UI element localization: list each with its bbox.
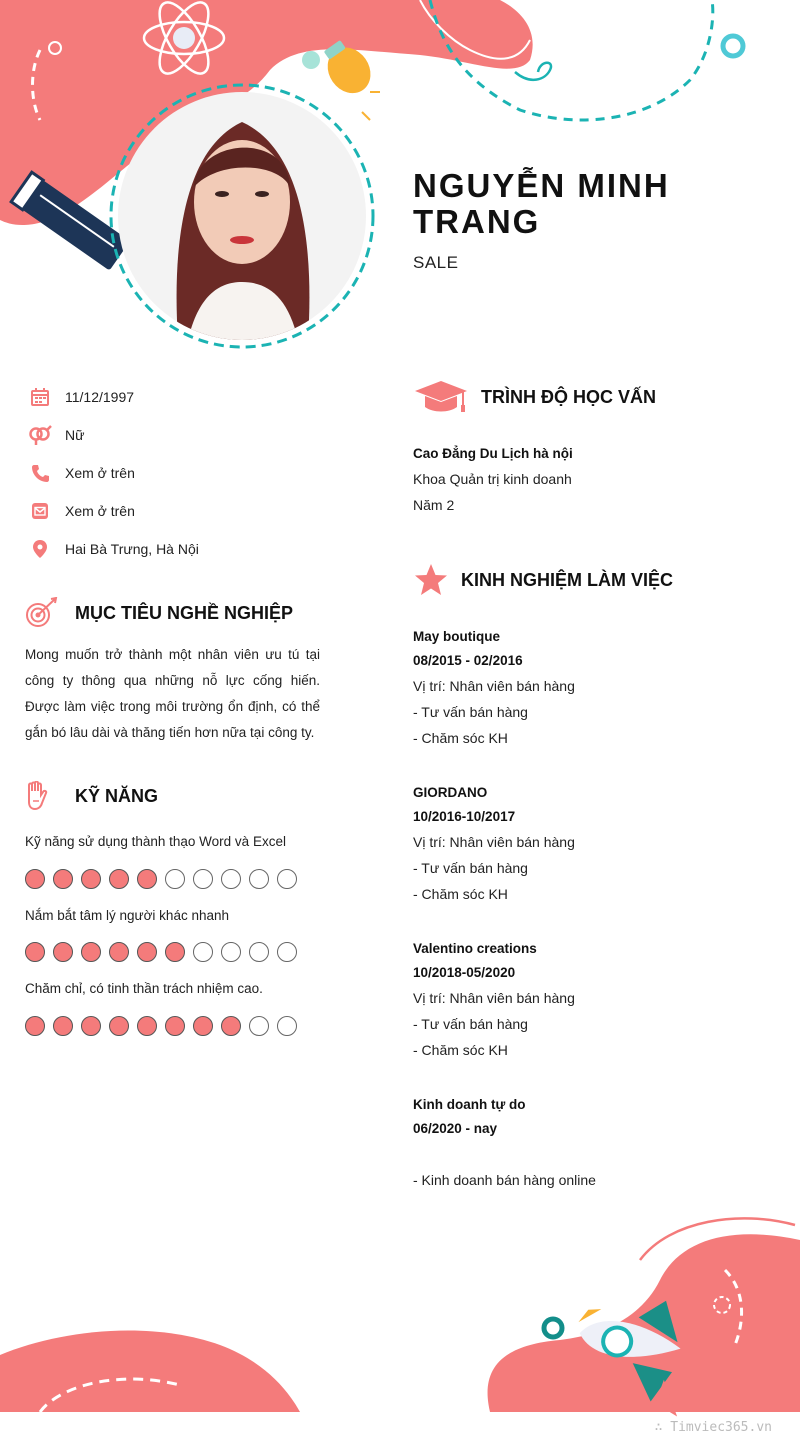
rating-dot-filled: [165, 942, 185, 962]
contact-text: 11/12/1997: [65, 389, 135, 405]
contact-text: Nữ: [65, 427, 85, 443]
rating-dot-filled: [137, 942, 157, 962]
experience-entry: [413, 625, 783, 751]
job-period: 10/2016-10/2017: [413, 809, 516, 824]
rating-dot-empty: [249, 1016, 269, 1036]
job-detail: - Tư vấn bán hàng: [413, 704, 528, 720]
contact-text: Xem ở trên: [65, 503, 135, 519]
skill-rating: [25, 869, 297, 889]
contact-gender: [28, 423, 84, 447]
gender-icon: [28, 423, 52, 447]
rating-dot-filled: [165, 1016, 185, 1036]
rating-dot-empty: [277, 869, 297, 889]
phone-icon: [28, 461, 52, 485]
job-detail: - Chăm sóc KH: [413, 1042, 508, 1058]
job-period: 10/2018-05/2020: [413, 965, 516, 980]
rating-dot-filled: [53, 942, 73, 962]
education-entry: [413, 442, 783, 518]
rating-dot-filled: [53, 869, 73, 889]
rating-dot-filled: [137, 1016, 157, 1036]
target-icon: [24, 597, 60, 629]
company-name: May boutique: [413, 629, 500, 644]
rating-dot-filled: [25, 869, 45, 889]
job-detail: Vị trí: Nhân viên bán hàng: [413, 834, 575, 850]
rating-dot-filled: [109, 869, 129, 889]
rating-dot-filled: [137, 869, 157, 889]
hand-icon: [24, 780, 50, 812]
contact-text: Hai Bà Trưng, Hà Nội: [65, 541, 199, 557]
star-icon: [413, 562, 449, 598]
profile-photo: [118, 92, 366, 340]
skill-rating: [25, 942, 297, 962]
objective-text: Mong muốn trở thành một nhân viên ưu tú tại công ty thông qua những nỗ lực cống hiến. Được làm việc trong môi trường ổn định, có thể gắn bó lâu dài và thăng tiến hơn nữa tại công ty.: [25, 647, 320, 740]
section-title: KỸ NĂNG: [75, 785, 159, 806]
watermark: ∴ Timviec365.vn: [654, 1420, 772, 1435]
section-title: MỤC TIÊU NGHỀ NGHIỆP: [75, 602, 294, 623]
experience-entry: [413, 1093, 783, 1193]
rating-dot-empty: [221, 869, 241, 889]
contact-email: [28, 499, 135, 523]
rating-dot-filled: [81, 869, 101, 889]
company-name: GIORDANO: [413, 785, 488, 800]
job-detail: Vị trí: Nhân viên bán hàng: [413, 990, 575, 1006]
rating-dot-empty: [277, 1016, 297, 1036]
rating-dot-empty: [193, 869, 213, 889]
company-name: Valentino creations: [413, 941, 537, 956]
company-name: Kinh doanh tự do: [413, 1097, 526, 1112]
skill-label: Kỹ năng sử dụng thành thạo Word và Excel: [25, 834, 286, 849]
section-title: KINH NGHIỆM LÀM VIỆC: [461, 569, 674, 590]
rating-dot-empty: [249, 942, 269, 962]
rating-dot-filled: [25, 942, 45, 962]
rating-dot-empty: [193, 942, 213, 962]
school-name: Cao Đẳng Du Lịch hà nội: [413, 446, 573, 461]
job-period: 06/2020 - nay: [413, 1121, 498, 1136]
skill-rating: [25, 1016, 297, 1036]
rating-dot-filled: [25, 1016, 45, 1036]
calendar-icon: [28, 385, 52, 409]
job-period: 08/2015 - 02/2016: [413, 653, 523, 668]
rating-dot-empty: [165, 869, 185, 889]
job-detail: [413, 1141, 783, 1167]
candidate-name: NGUYỄN MINH TRANG: [413, 167, 670, 240]
section-title: TRÌNH ĐỘ HỌC VẤN: [481, 386, 656, 407]
job-detail: - Tư vấn bán hàng: [413, 1016, 528, 1032]
rating-dot-filled: [193, 1016, 213, 1036]
job-detail: - Chăm sóc KH: [413, 886, 508, 902]
graduation-cap-icon: [413, 379, 469, 415]
location-pin-icon: [28, 537, 52, 561]
study-year: Năm 2: [413, 497, 455, 513]
rating-dot-filled: [81, 942, 101, 962]
rating-dot-empty: [221, 942, 241, 962]
rating-dot-empty: [249, 869, 269, 889]
contact-location: [28, 537, 199, 561]
skill-label: Nắm bắt tâm lý người khác nhanh: [25, 908, 229, 923]
experience-entry: [413, 937, 783, 1063]
contact-birthdate: [28, 385, 134, 409]
skill-label: Chăm chỉ, có tinh thần trách nhiệm cao.: [25, 981, 263, 996]
rating-dot-filled: [109, 1016, 129, 1036]
objective-heading: [24, 597, 293, 629]
rating-dot-filled: [81, 1016, 101, 1036]
email-icon: [28, 499, 52, 523]
skills-heading: [24, 780, 158, 812]
major: Khoa Quản trị kinh doanh: [413, 471, 572, 487]
job-detail: - Tư vấn bán hàng: [413, 860, 528, 876]
experience-heading: [413, 562, 673, 598]
candidate-role: SALE: [413, 253, 459, 272]
rating-dot-filled: [53, 1016, 73, 1036]
rating-dot-empty: [277, 942, 297, 962]
experience-entry: [413, 781, 783, 907]
job-detail: - Chăm sóc KH: [413, 730, 508, 746]
contact-phone: [28, 461, 135, 485]
job-detail: - Kinh doanh bán hàng online: [413, 1172, 596, 1188]
rating-dot-filled: [221, 1016, 241, 1036]
contact-text: Xem ở trên: [65, 465, 135, 481]
education-heading: [413, 379, 656, 415]
job-detail: Vị trí: Nhân viên bán hàng: [413, 678, 575, 694]
rating-dot-filled: [109, 942, 129, 962]
